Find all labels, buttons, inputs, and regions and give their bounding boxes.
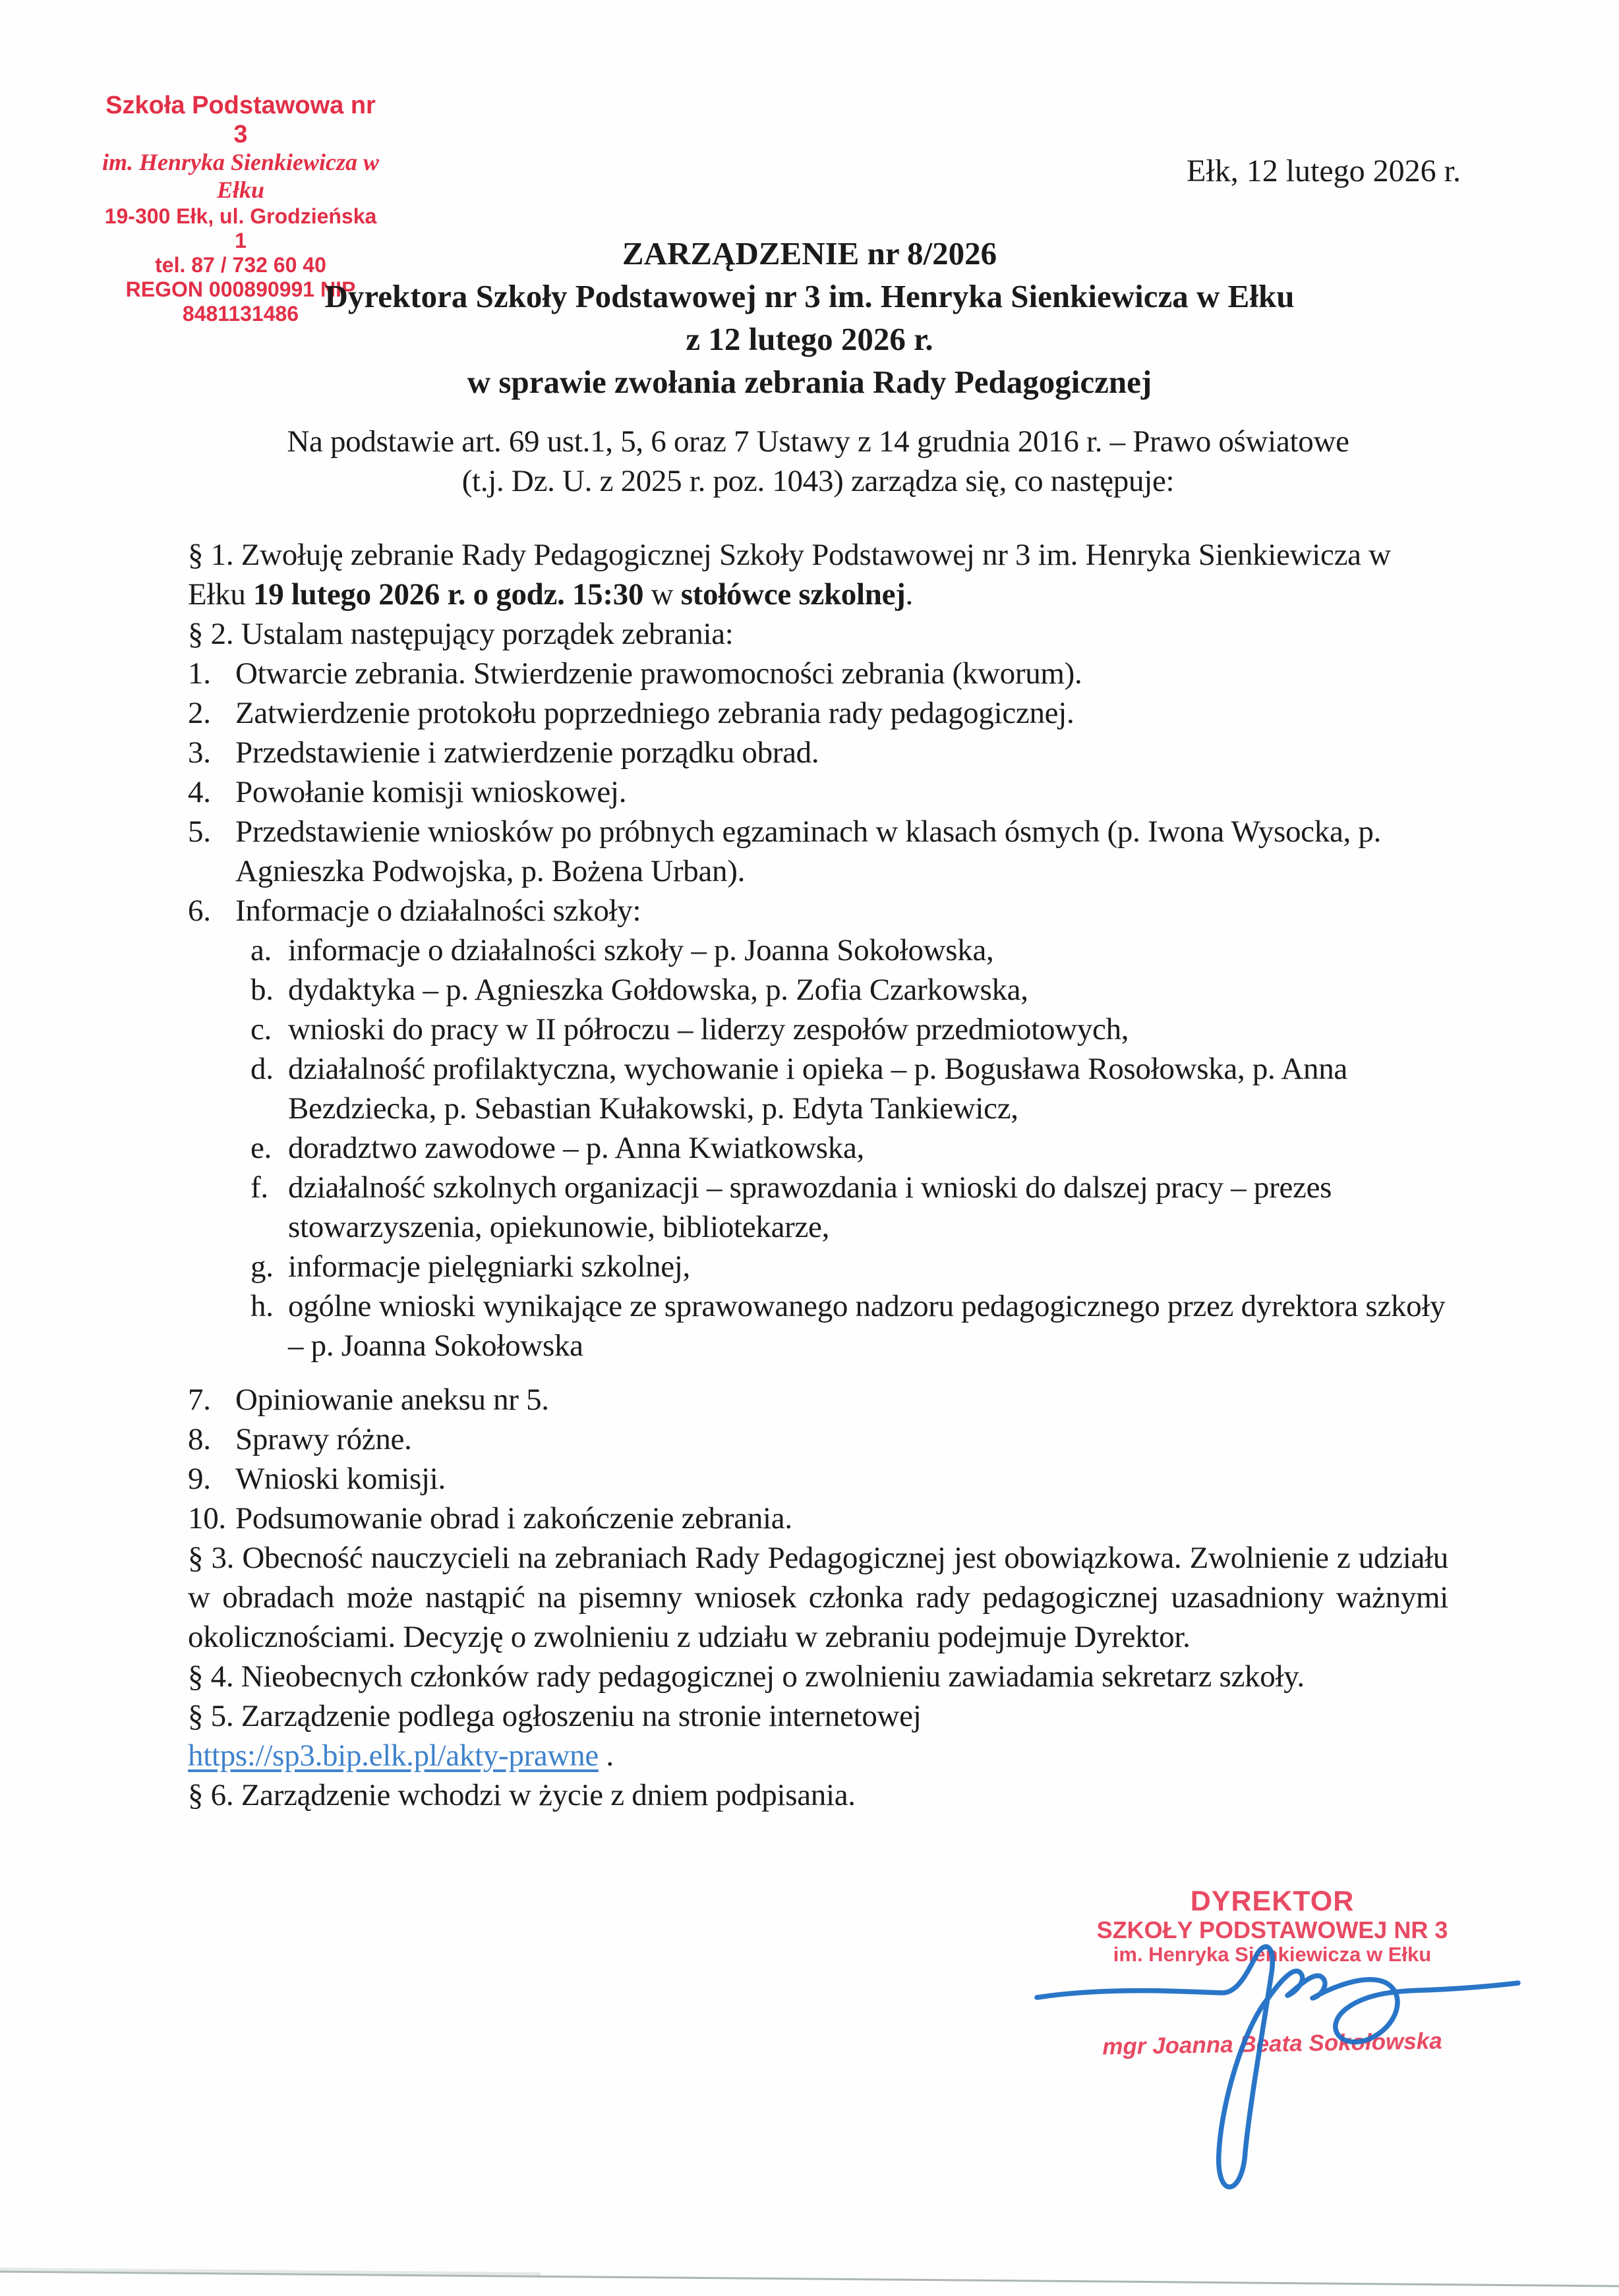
agenda-item-5 — [188, 812, 1448, 891]
agenda-item-1-number: 1. — [188, 656, 211, 691]
document-body — [188, 422, 1448, 1815]
agenda-item-10 — [188, 1499, 1448, 1538]
agenda-subitem-h-text: ogólne wnioski wynikające ze sprawowanego nadzoru pedagogicznego przez dyrektora szkoły – p. Joanna Sokołowska — [288, 1289, 1446, 1363]
agenda-subitem-h — [188, 1286, 1448, 1365]
paragraph-1-location-bold: stołówce szkolnej — [680, 577, 906, 612]
stamp-patron-line: im. Henryka Sienkiewicza w Ełku — [102, 149, 379, 203]
agenda-item-10-text: Podsumowanie obrad i zakończenie zebrania. — [235, 1501, 792, 1535]
agenda-item-5-number: 5. — [188, 815, 211, 849]
agenda-item-9-text: Wnioski komisji. — [235, 1462, 446, 1496]
signature-stamp-role: DYREKTOR — [1190, 1885, 1355, 1917]
paragraph-1-date-time-bold: 19 lutego 2026 r. o godz. 15:30 — [253, 577, 644, 612]
stamp-phone: tel. 87 / 732 60 40 — [155, 252, 326, 277]
agenda-item-7-text: Opiniowanie aneksu nr 5. — [235, 1383, 549, 1417]
paragraph-2: § 2. Ustalam następujący porządek zebrania: — [188, 617, 734, 651]
legal-basis-line1: Na podstawie art. 69 ust.1, 5, 6 oraz 7 Ustawy z 14 grudnia 2016 r. – Prawo oświatowe — [287, 424, 1349, 459]
agenda-item-8-number: 8. — [188, 1422, 211, 1456]
agenda-item-7-number: 7. — [188, 1383, 211, 1417]
title-ordinance-number: ZARZĄDZENIE nr 8/2026 — [622, 235, 997, 272]
agenda-subitem-d-letter: d. — [250, 1052, 274, 1086]
agenda-subitem-h-letter: h. — [250, 1289, 274, 1323]
agenda-subitem-g-text: informacje pielęgniarki szkolnej, — [288, 1249, 691, 1284]
agenda-item-10-number: 10. — [188, 1501, 226, 1535]
agenda-subitem-g — [188, 1247, 1448, 1286]
agenda-item-7 — [188, 1380, 1448, 1420]
paragraph-1-suffix: . — [905, 577, 913, 612]
agenda-subitem-a-text: informacje o działalności szkoły – p. Joanna Sokołowska, — [288, 933, 994, 967]
agenda-item-1 — [188, 654, 1448, 693]
agenda-subitem-c — [188, 1010, 1448, 1049]
agenda-item-6 — [188, 891, 1448, 931]
agenda-subitem-e-text: doradztwo zawodowe – p. Anna Kwiatkowska, — [288, 1131, 864, 1165]
agenda-item-5-text: Przedstawienie wniosków po próbnych egzaminach w klasach ósmych (p. Iwona Wysocka, p. Agnieszka Podwojska, p. Bożena Urban). — [235, 815, 1382, 888]
agenda-subitem-e — [188, 1128, 1448, 1168]
signature-stamp-patron: im. Henryka Sienkiewicza w Ełku — [1113, 1942, 1432, 1966]
agenda-item-2 — [188, 693, 1448, 733]
agenda-subitem-b-letter: b. — [250, 973, 274, 1007]
agenda-item-9-number: 9. — [188, 1462, 211, 1496]
signature-stamp-school: SZKOŁY PODSTAWOWEJ NR 3 — [1096, 1916, 1448, 1944]
agenda-item-2-text: Zatwierdzenie protokołu poprzedniego zebrania rady pedagogicznej. — [235, 696, 1074, 730]
paragraph-1 — [188, 535, 1448, 614]
agenda-item-9 — [188, 1459, 1448, 1499]
title-date: z 12 lutego 2026 r. — [686, 321, 933, 357]
agenda-subitem-c-letter: c. — [250, 1012, 272, 1047]
agenda-item-3 — [188, 733, 1448, 772]
legal-basis — [188, 422, 1448, 501]
paragraph-5-text: § 5. Zarządzenie podlega ogłoszeniu na stronie internetowej — [188, 1699, 922, 1733]
title-issuer: Dyrektora Szkoły Podstawowej nr 3 im. Henryka Sienkiewicza w Ełku — [324, 278, 1295, 314]
stamp-regon-nip: REGON 000890991 NIP 8481131486 — [125, 277, 356, 326]
place-date-line: Ełk, 12 lutego 2026 r. — [1187, 154, 1461, 188]
legal-basis-line2: (t.j. Dz. U. z 2025 r. poz. 1043) zarządza się, co następuje: — [461, 464, 1175, 498]
signature-printed-name: mgr Joanna Beata Sokołowska — [1102, 2028, 1443, 2060]
agenda-item-6-number: 6. — [188, 894, 211, 928]
agenda-subitem-a-letter: a. — [250, 933, 272, 967]
title-subject: w sprawie zwołania zebrania Rady Pedagogicznej — [467, 364, 1152, 400]
agenda-subitem-f-text: działalność szkolnych organizacji – sprawozdania i wnioski do dalszej pracy – prezes stowarzyszenia, opiekunowie, bibliotekarze, — [288, 1170, 1332, 1244]
agenda-subitem-e-letter: e. — [250, 1131, 272, 1165]
document-title-block — [0, 232, 1619, 403]
paragraph-1-middle: w — [643, 577, 681, 612]
agenda-item-8 — [188, 1420, 1448, 1459]
agenda-item-4-text: Powołanie komisji wnioskowej. — [235, 775, 627, 809]
paragraph-3: § 3. Obecność nauczycieli na zebraniach Rady Pedagogicznej jest obowiązkowa. Zwolnienie z udziału w obradach może nastąpić na pisemny wniosek członka rady pedagogicznej uzasadniony ważnymi okolicznościami. Decyzję o zwolnieniu z udziału w zebraniu podejmuje Dyrektor. — [188, 1541, 1448, 1654]
agenda-item-3-number: 3. — [188, 735, 211, 770]
agenda-subitem-c-text: wnioski do pracy w II półroczu – liderzy zespołów przedmiotowych, — [288, 1012, 1129, 1047]
paragraph-5 — [188, 1696, 1448, 1775]
agenda-subitem-b-text: dydaktyka – p. Agnieszka Gołdowska, p. Zofia Czarkowska, — [288, 973, 1028, 1007]
paragraph-5-after-link: . — [598, 1738, 614, 1773]
agenda-item-2-number: 2. — [188, 696, 211, 730]
signature-block — [1015, 1885, 1529, 2060]
agenda-subitem-f-letter: f. — [250, 1170, 268, 1205]
agenda-subitem-a — [188, 931, 1448, 970]
agenda-item-1-text: Otwarcie zebrania. Stwierdzenie prawomocności zebrania (kworum). — [235, 656, 1082, 691]
paragraph-5-link-line — [188, 1736, 1448, 1775]
agenda-subitem-g-letter: g. — [250, 1249, 274, 1284]
agenda-subitem-f — [188, 1168, 1448, 1247]
bip-acts-link[interactable]: https://sp3.bip.elk.pl/akty-prawne — [188, 1738, 599, 1773]
agenda-item-3-text: Przedstawienie i zatwierdzenie porządku obrad. — [235, 735, 819, 770]
paragraph-1-text: § 1. Zwołuję zebranie Rady Pedagogicznej Szkoły Podstawowej nr 3 im. Henryka Sienkiewicza w Ełku — [188, 538, 1391, 612]
stamp-school-name: Szkoła Podstawowa nr 3 — [105, 92, 376, 149]
agenda-item-4-number: 4. — [188, 775, 211, 809]
stamp-address: 19-300 Ełk, ul. Grodzieńska 1 — [104, 204, 377, 252]
paragraph-6: § 6. Zarządzenie wchodzi w życie z dniem podpisania. — [188, 1778, 856, 1812]
paragraph-4: § 4. Nieobecnych członków rady pedagogicznej o zwolnieniu zawiadamia sekretarz szkoły. — [188, 1659, 1305, 1694]
agenda-subitem-b — [188, 970, 1448, 1010]
agenda-item-6-text: Informacje o działalności szkoły: — [235, 894, 641, 928]
agenda-item-8-text: Sprawy różne. — [235, 1422, 412, 1456]
agenda-item-4 — [188, 772, 1448, 812]
agenda-subitem-d-text: działalność profilaktyczna, wychowanie i opieka – p. Bogusława Rosołowska, p. Anna Bezdziecka, p. Sebastian Kułakowski, p. Edyta Tankiewicz, — [288, 1052, 1347, 1126]
agenda-subitem-d — [188, 1049, 1448, 1128]
